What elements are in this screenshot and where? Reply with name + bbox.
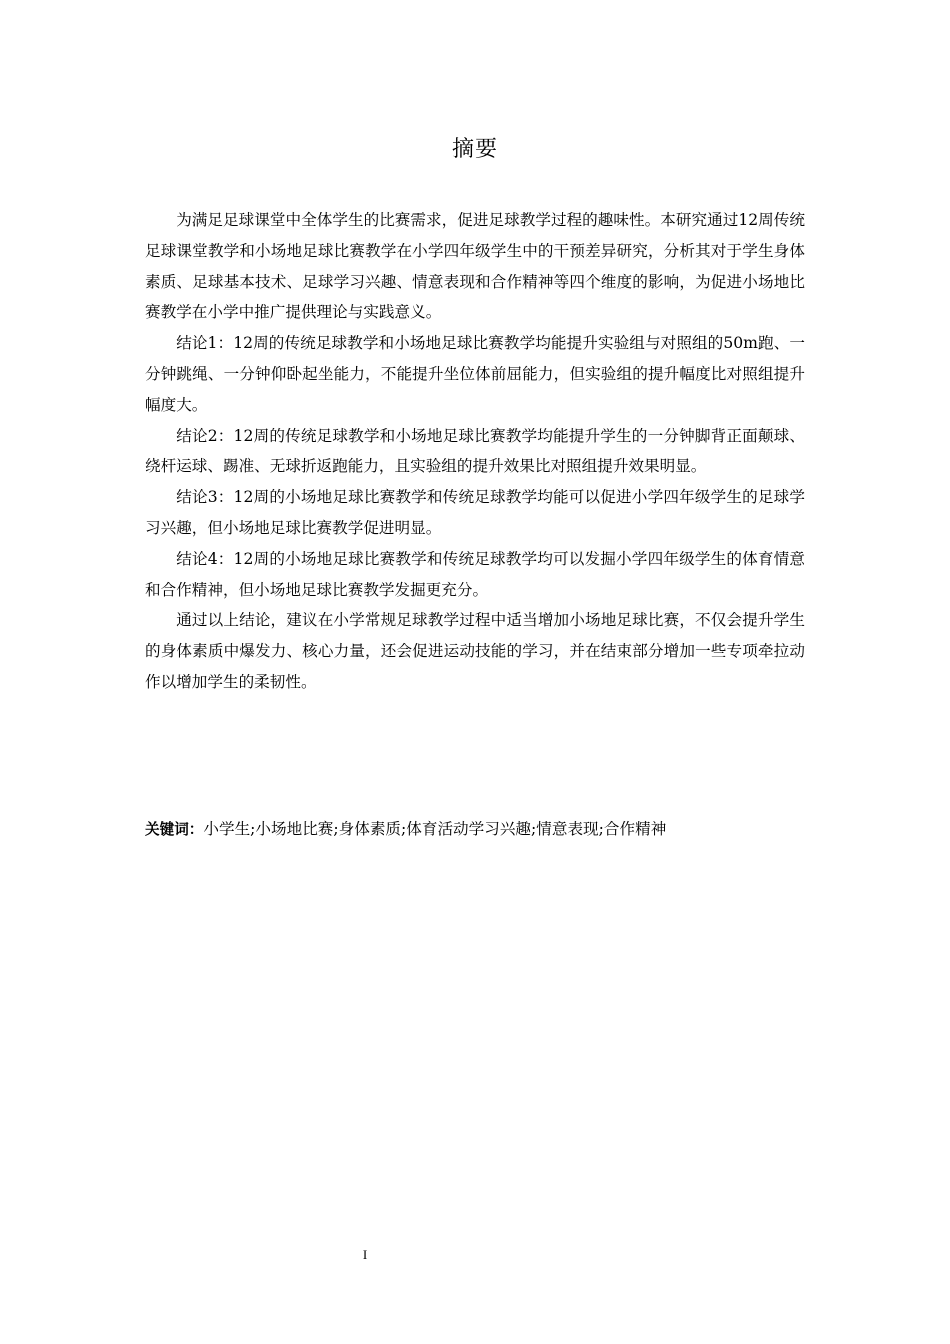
- abstract-paragraph-conclusion-2: 结论2：12周的传统足球教学和小场地足球比赛教学均能提升学生的一分钟脚背正面颠球、绕杆运球、踢准、无球折返跑能力，且实验组的提升效果比对照组提升效果明显。: [145, 426, 805, 476]
- abstract-body: [145, 205, 805, 698]
- abstract-paragraph-conclusion-3: 结论3：12周的小场地足球比赛教学和传统足球教学均能可以促进小学四年级学生的足球学习兴趣，但小场地足球比赛教学促进明显。: [145, 488, 805, 537]
- keywords-list: 小学生;小场地比赛;身体素质;体育活动学习兴趣;情意表现;合作精神: [203, 820, 667, 838]
- abstract-paragraph-conclusion-1: 结论1：12周的传统足球教学和小场地足球比赛教学均能提升实验组与对照组的50m跑、一分钟跳绳、一分钟仰卧起坐能力，不能提升坐位体前屈能力，但实验组的提升幅度比对照组提升幅度大。: [145, 334, 805, 414]
- abstract-title: 摘要: [451, 137, 498, 162]
- keywords-label: 关键词：: [145, 821, 204, 838]
- abstract-paragraph-intro: 为满足足球课堂中全体学生的比赛需求，促进足球教学过程的趣味性。本研究通过12周传统足球课堂教学和小场地足球比赛教学在小学四年级学生中的干预差异研究，分析其对于学生身体素质、足球基本技术、足球学习兴趣、情意表现和合作精神等四个维度的影响，为促进小场地比赛教学在小学中推广提供理论与实践意义。: [145, 211, 805, 322]
- abstract-paragraph-conclusion-4: 结论4：12周的小场地足球比赛教学和传统足球教学均可以发掘小学四年级学生的体育情意和合作精神，但小场地足球比赛教学发掘更充分。: [145, 549, 805, 599]
- abstract-paragraph-recommendation: 通过以上结论，建议在小学常规足球教学过程中适当增加小场地足球比赛，不仅会提升学生的身体素质中爆发力、核心力量，还会促进运动技能的学习，并在结束部分增加一些专项牵拉动作以增加学生的柔韧性。: [145, 611, 805, 691]
- keywords-line: [145, 814, 825, 845]
- page-number: I: [362, 1247, 368, 1262]
